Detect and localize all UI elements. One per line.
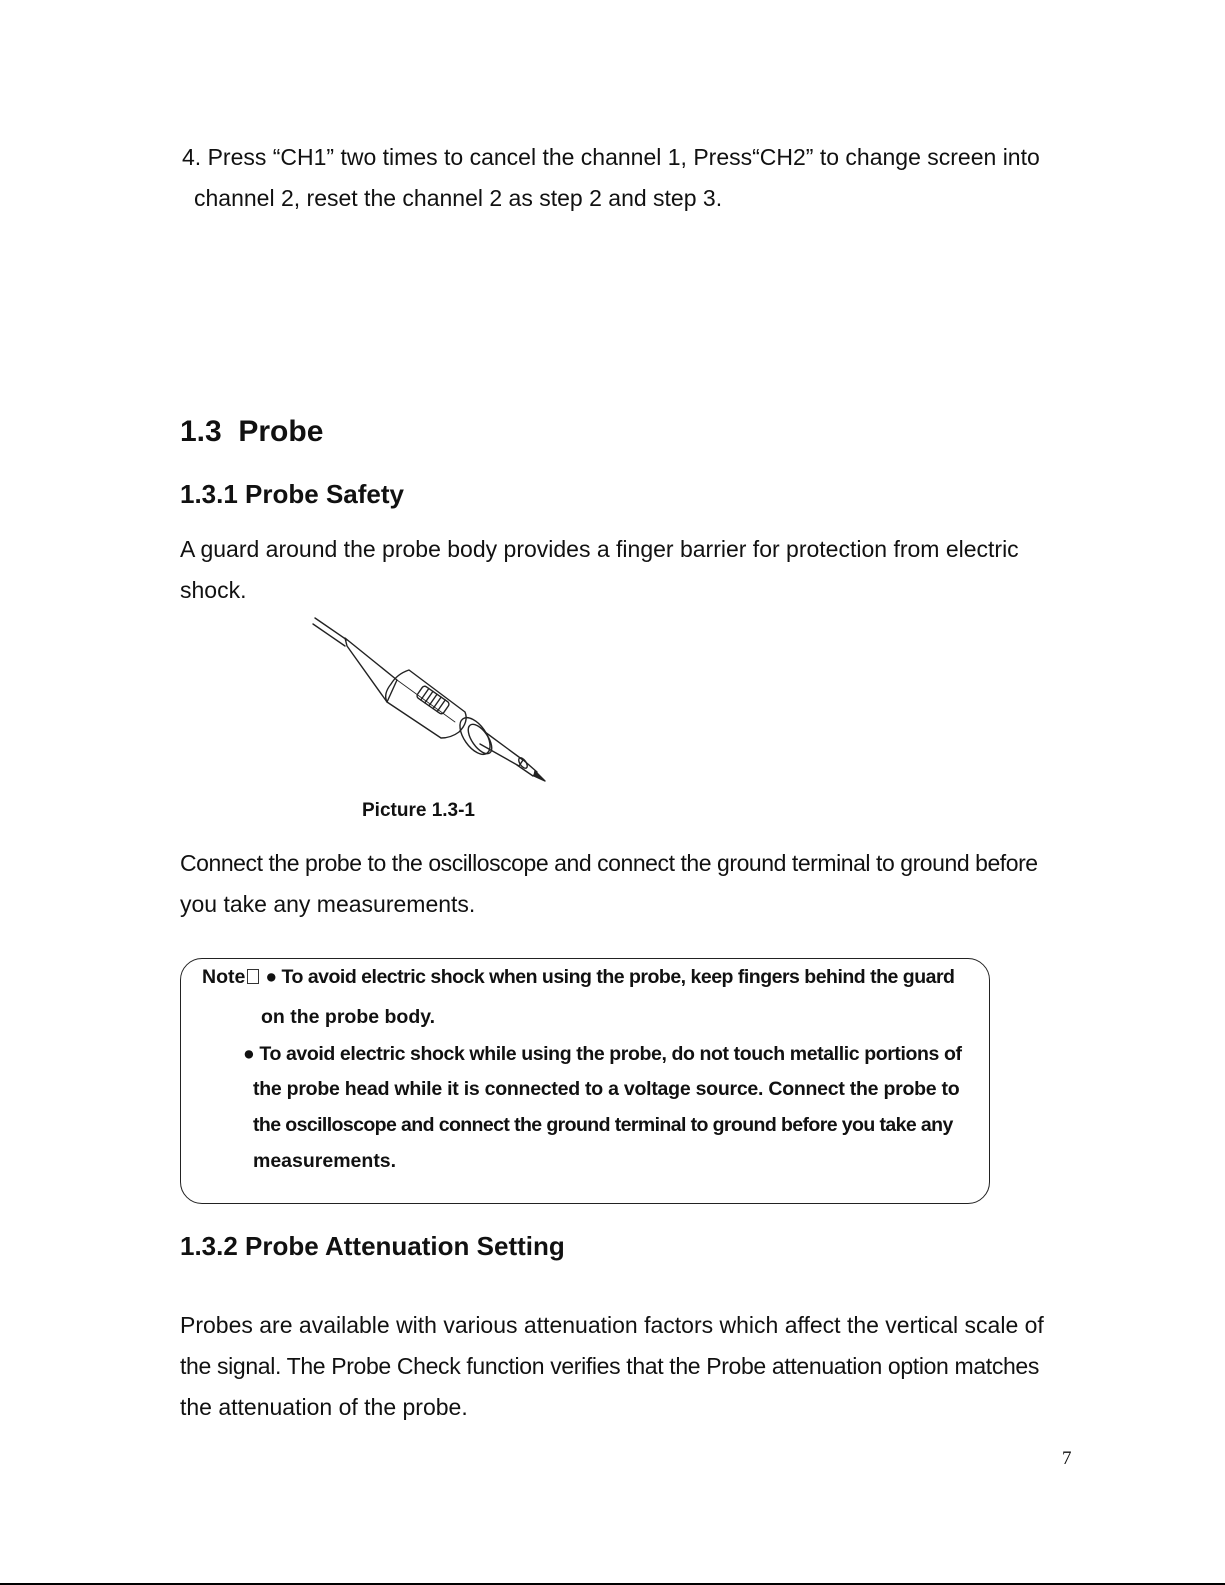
- connect-line1: Connect the probe to the oscilloscope and connect the ground terminal to ground before: [180, 850, 1038, 876]
- probe-illustration-icon: [305, 610, 555, 785]
- attenuation-line1: Probes are available with various attenuation factors which affect the vertical scale of: [180, 1312, 1044, 1338]
- attenuation-heading: 1.3.2 Probe Attenuation Setting: [180, 1231, 565, 1261]
- connect-line2: you take any measurements.: [180, 891, 476, 917]
- note-bullet1-line1: ● To avoid electric shock when using the probe, keep fingers behind the guard: [265, 966, 955, 988]
- step4-line1: 4. Press “CH1” two times to cancel the channel 1, Press“CH2” to change screen into: [182, 144, 1040, 170]
- page-number: 7: [1062, 1448, 1072, 1469]
- picture-caption: Picture 1.3-1: [362, 800, 475, 821]
- note-bullet1-line2: on the probe body.: [261, 1006, 436, 1028]
- box-symbol-icon: [247, 969, 259, 984]
- note-bullet2-line4: measurements.: [253, 1150, 397, 1172]
- attenuation-line2: the signal. The Probe Check function verifies that the Probe attenuation option matches: [180, 1353, 1040, 1379]
- step4-line2: channel 2, reset the channel 2 as step 2 and step 3.: [194, 185, 723, 211]
- note-label: Note: [202, 966, 246, 988]
- note-bullet2-line1: ● To avoid electric shock while using the probe, do not touch metallic portions of: [243, 1043, 962, 1065]
- note-bullet2-line3: the oscilloscope and connect the ground terminal to ground before you take any: [253, 1114, 953, 1136]
- attenuation-line3: the attenuation of the probe.: [180, 1394, 468, 1420]
- probe-safety-heading: 1.3.1 Probe Safety: [180, 479, 404, 509]
- note-bullet2-line2: the probe head while it is connected to a voltage source. Connect the probe to: [253, 1078, 960, 1100]
- section-title: 1.3 Probe: [180, 415, 324, 448]
- safety-para-line1: A guard around the probe body provides a finger barrier for protection from electric: [180, 536, 1019, 562]
- safety-para-line2: shock.: [180, 577, 247, 603]
- note-bullet1-line1-row: [202, 964, 954, 990]
